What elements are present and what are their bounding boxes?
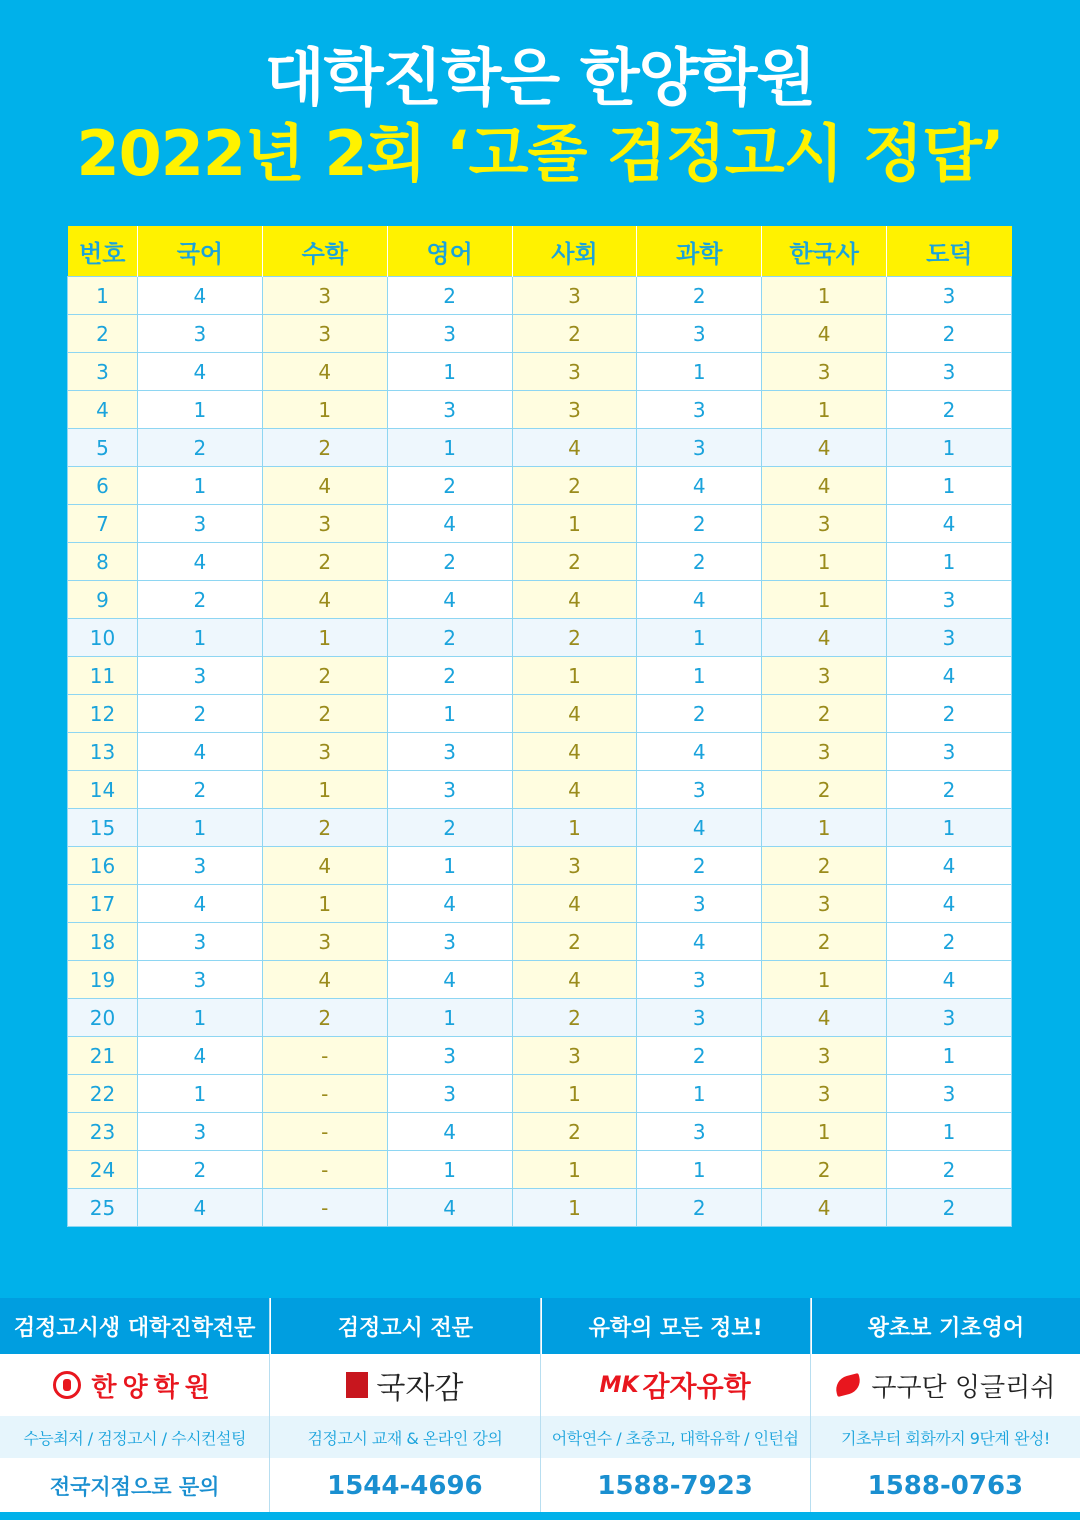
answer-cell: 2 [138, 1151, 263, 1189]
answer-cell: 3 [637, 315, 762, 353]
question-number: 10 [68, 619, 138, 657]
table-row [68, 429, 1012, 467]
answer-cell: 4 [138, 1189, 263, 1227]
table-row [68, 505, 1012, 543]
answer-cell: 2 [512, 543, 637, 581]
question-number: 12 [68, 695, 138, 733]
answer-cell: 2 [637, 543, 762, 581]
answer-cell: 2 [762, 1151, 887, 1189]
answer-cell: 3 [138, 505, 263, 543]
answer-cell: 2 [762, 847, 887, 885]
question-number: 23 [68, 1113, 138, 1151]
answer-cell: 2 [887, 1151, 1012, 1189]
table-row [68, 657, 1012, 695]
answer-cell: 1 [262, 391, 387, 429]
answer-cell: 3 [138, 923, 263, 961]
table-row [68, 353, 1012, 391]
answer-cell: 2 [512, 1113, 637, 1151]
answer-cell: 4 [262, 353, 387, 391]
answer-cell: 3 [512, 847, 637, 885]
answer-cell: 1 [138, 619, 263, 657]
answer-cell: 3 [138, 847, 263, 885]
answer-cell: 2 [262, 999, 387, 1037]
question-number: 24 [68, 1151, 138, 1189]
answer-cell: 1 [387, 695, 512, 733]
answer-cell: 1 [387, 353, 512, 391]
answer-cell: 4 [762, 429, 887, 467]
answer-cell: 2 [138, 581, 263, 619]
table-row [68, 771, 1012, 809]
question-number: 2 [68, 315, 138, 353]
answer-cell: 3 [262, 505, 387, 543]
answer-cell: 3 [512, 391, 637, 429]
table-row [68, 1113, 1012, 1151]
answer-cell: 3 [637, 885, 762, 923]
table-row [68, 1037, 1012, 1075]
answer-cell: 3 [262, 315, 387, 353]
bottom-bar [0, 1512, 1080, 1520]
table-row [68, 277, 1012, 315]
footer-description: 검정고시 교재 & 온라인 강의 [270, 1416, 539, 1458]
footer-col-gukjagam [269, 1298, 539, 1520]
answer-cell: 1 [762, 809, 887, 847]
answer-cell: 2 [262, 543, 387, 581]
answer-cell: 2 [637, 1189, 762, 1227]
question-number: 20 [68, 999, 138, 1037]
answer-cell: 3 [637, 961, 762, 999]
answer-cell: 4 [887, 961, 1012, 999]
answer-cell: 4 [762, 1189, 887, 1227]
answer-cell: 4 [138, 277, 263, 315]
answer-cell: 1 [387, 429, 512, 467]
answer-cell: 4 [637, 467, 762, 505]
table-row [68, 961, 1012, 999]
answer-cell: 2 [637, 505, 762, 543]
footer-contact: 전국지점으로 문의 [49, 1475, 220, 1499]
column-header: 사회 [512, 226, 637, 277]
mk-logo-mark: MK [599, 1372, 639, 1398]
answer-cell: 3 [887, 619, 1012, 657]
answer-cell: 1 [262, 885, 387, 923]
footer-description: 수능최저 / 검정고시 / 수시컨설팅 [0, 1416, 269, 1458]
footer-heading: 검정고시생 대학진학전문 [0, 1298, 269, 1354]
table-row [68, 809, 1012, 847]
logo-text: 구구단 잉글리쉬 [871, 1372, 1056, 1403]
answer-cell: 4 [512, 733, 637, 771]
answer-cell: 1 [762, 543, 887, 581]
answer-cell: 4 [512, 961, 637, 999]
answer-cell: 2 [887, 771, 1012, 809]
answer-cell: 2 [512, 315, 637, 353]
answer-cell: 3 [512, 1037, 637, 1075]
column-header: 영어 [387, 226, 512, 277]
answer-cell: 3 [762, 885, 887, 923]
question-number: 19 [68, 961, 138, 999]
answer-cell: 3 [887, 999, 1012, 1037]
answer-cell: 4 [762, 467, 887, 505]
answer-cell: 1 [512, 809, 637, 847]
footer-phone[interactable]: 1544-4696 [327, 1471, 483, 1501]
answer-cell: 3 [138, 1113, 263, 1151]
answer-cell: 2 [262, 809, 387, 847]
table-row [68, 315, 1012, 353]
answer-cell: 3 [762, 505, 887, 543]
answer-cell: 3 [387, 733, 512, 771]
answer-cell: 3 [762, 733, 887, 771]
answer-cell: 1 [887, 1113, 1012, 1151]
gugudan-logo[interactable] [811, 1354, 1080, 1416]
answer-cell: - [262, 1189, 387, 1227]
answer-table [67, 226, 1012, 1227]
column-header: 번호 [68, 226, 138, 277]
answer-cell: 2 [387, 657, 512, 695]
answer-cell: 1 [138, 1075, 263, 1113]
answer-cell: 4 [138, 733, 263, 771]
answer-cell: 3 [637, 771, 762, 809]
answer-cell: 2 [262, 695, 387, 733]
answer-cell: 3 [262, 733, 387, 771]
answer-cell: 3 [762, 1075, 887, 1113]
answer-cell: 2 [512, 999, 637, 1037]
answer-cell: 4 [512, 581, 637, 619]
answer-cell: 1 [512, 1075, 637, 1113]
answer-cell: 4 [387, 885, 512, 923]
question-number: 14 [68, 771, 138, 809]
answer-cell: 4 [512, 771, 637, 809]
hanyang-logo[interactable] [0, 1354, 269, 1416]
table-row [68, 885, 1012, 923]
answer-cell: 4 [637, 923, 762, 961]
column-header: 과학 [637, 226, 762, 277]
answer-cell: 2 [637, 847, 762, 885]
answer-cell: 2 [512, 619, 637, 657]
answer-cell: 3 [637, 999, 762, 1037]
answer-cell: 2 [387, 543, 512, 581]
answer-cell: 2 [637, 277, 762, 315]
answer-cell: 3 [138, 961, 263, 999]
table-row [68, 1151, 1012, 1189]
table-row [68, 1189, 1012, 1227]
footer-description: 어학연수 / 초중고, 대학유학 / 인턴쉽 [541, 1416, 810, 1458]
answer-cell: 1 [138, 467, 263, 505]
answer-cell: 4 [138, 543, 263, 581]
question-number: 15 [68, 809, 138, 847]
answer-cell: 2 [387, 467, 512, 505]
answer-cell: 3 [387, 923, 512, 961]
answer-cell: 2 [387, 809, 512, 847]
answer-cell: 2 [512, 923, 637, 961]
answer-cell: 1 [138, 809, 263, 847]
answer-cell: 2 [387, 619, 512, 657]
footer-phone[interactable]: 1588-0763 [867, 1471, 1024, 1501]
answer-cell: 3 [262, 277, 387, 315]
footer-col-gamja [540, 1298, 810, 1520]
answer-cell: 4 [512, 885, 637, 923]
answer-cell: 2 [138, 771, 263, 809]
question-number: 11 [68, 657, 138, 695]
column-header: 한국사 [762, 226, 887, 277]
answer-cell: 3 [637, 1113, 762, 1151]
answer-cell: 1 [637, 657, 762, 695]
answer-cell: 3 [762, 1037, 887, 1075]
footer [0, 1298, 1080, 1520]
footer-description: 기초부터 회화까지 9단계 완성! [811, 1416, 1080, 1458]
table-row [68, 923, 1012, 961]
answer-cell: - [262, 1151, 387, 1189]
answer-cell: 4 [262, 961, 387, 999]
logo-text: 한양학원 [91, 1372, 216, 1403]
footer-col-hanyang [0, 1298, 269, 1520]
bird-icon [833, 1373, 863, 1397]
answer-cell: 3 [887, 1075, 1012, 1113]
answer-cell: 1 [262, 771, 387, 809]
answer-cell: 2 [262, 657, 387, 695]
answer-cell: 3 [387, 771, 512, 809]
answer-cell: 2 [138, 429, 263, 467]
answer-cell: 3 [762, 657, 887, 695]
answer-cell: 1 [887, 809, 1012, 847]
table-row [68, 581, 1012, 619]
answer-cell: 2 [262, 429, 387, 467]
answer-cell: 2 [762, 771, 887, 809]
answer-cell: 2 [637, 1037, 762, 1075]
answer-cell: 3 [762, 353, 887, 391]
table-row [68, 619, 1012, 657]
question-number: 9 [68, 581, 138, 619]
answer-cell: 2 [887, 315, 1012, 353]
answer-cell: 2 [387, 277, 512, 315]
page-subtitle: 2022년 2회 ‘고졸 검정고시 정답’ [76, 117, 1004, 190]
table-row [68, 1075, 1012, 1113]
answer-cell: 3 [637, 391, 762, 429]
answer-cell: 4 [637, 733, 762, 771]
answer-cell: 1 [387, 999, 512, 1037]
answer-cell: - [262, 1037, 387, 1075]
question-number: 25 [68, 1189, 138, 1227]
answer-cell: 1 [887, 467, 1012, 505]
answer-cell: 4 [762, 999, 887, 1037]
answer-cell: 1 [512, 657, 637, 695]
answer-cell: 3 [512, 353, 637, 391]
page-title: 대학진학은 한양학원 [264, 41, 816, 114]
answer-cell: 1 [762, 277, 887, 315]
answer-cell: 4 [887, 657, 1012, 695]
answer-cell: - [262, 1075, 387, 1113]
answer-cell: 4 [637, 809, 762, 847]
table-row [68, 847, 1012, 885]
question-number: 13 [68, 733, 138, 771]
question-number: 16 [68, 847, 138, 885]
answer-cell: 3 [387, 315, 512, 353]
answer-cell: 4 [512, 695, 637, 733]
gukjagam-logo[interactable] [270, 1354, 539, 1416]
question-number: 22 [68, 1075, 138, 1113]
answer-cell: 2 [887, 695, 1012, 733]
answer-cell: 3 [887, 277, 1012, 315]
answer-cell: 1 [512, 1151, 637, 1189]
answer-cell: 4 [138, 1037, 263, 1075]
question-number: 21 [68, 1037, 138, 1075]
answer-cell: 3 [887, 353, 1012, 391]
answer-cell: 4 [637, 581, 762, 619]
question-number: 7 [68, 505, 138, 543]
answer-cell: 4 [887, 847, 1012, 885]
answer-cell: 3 [138, 657, 263, 695]
answer-cell: 1 [762, 581, 887, 619]
answer-cell: 1 [387, 1151, 512, 1189]
question-number: 8 [68, 543, 138, 581]
answer-cell: 2 [637, 695, 762, 733]
answer-cell: 4 [887, 885, 1012, 923]
question-number: 18 [68, 923, 138, 961]
answer-cell: 3 [887, 733, 1012, 771]
question-number: 3 [68, 353, 138, 391]
answer-cell: 4 [262, 847, 387, 885]
answer-cell: 1 [887, 429, 1012, 467]
answer-cell: 2 [887, 1189, 1012, 1227]
answer-cell: 3 [387, 391, 512, 429]
column-header: 도덕 [887, 226, 1012, 277]
table-header-row [68, 226, 1012, 277]
question-number: 17 [68, 885, 138, 923]
answer-cell: 2 [512, 467, 637, 505]
answer-cell: 4 [387, 1113, 512, 1151]
answer-cell: 2 [138, 695, 263, 733]
answer-cell: 4 [887, 505, 1012, 543]
answer-cell: 4 [387, 961, 512, 999]
footer-col-gugudan [810, 1298, 1080, 1520]
answer-cell: 1 [637, 1075, 762, 1113]
answer-cell: 3 [138, 315, 263, 353]
answer-cell: 3 [387, 1037, 512, 1075]
question-number: 1 [68, 277, 138, 315]
answer-cell: 1 [637, 353, 762, 391]
footer-heading: 왕초보 기초영어 [811, 1298, 1080, 1354]
answer-cell: 3 [887, 581, 1012, 619]
answer-cell: 4 [262, 467, 387, 505]
table-row [68, 733, 1012, 771]
answer-cell: 1 [387, 847, 512, 885]
answer-cell: 1 [262, 619, 387, 657]
page-header [0, 40, 1080, 192]
answer-cell: 4 [512, 429, 637, 467]
answer-cell: 4 [138, 353, 263, 391]
answer-cell: 1 [637, 1151, 762, 1189]
table-row [68, 695, 1012, 733]
answer-cell: 2 [762, 923, 887, 961]
footer-heading: 유학의 모든 정보! [541, 1298, 810, 1354]
answer-cell: 1 [138, 391, 263, 429]
answer-cell: 2 [887, 391, 1012, 429]
answer-cell: 1 [637, 619, 762, 657]
column-header: 수학 [262, 226, 387, 277]
logo-text: 감자유학 [642, 1370, 751, 1403]
table-row [68, 543, 1012, 581]
hanyang-emblem-icon [53, 1371, 81, 1399]
gamja-logo[interactable] [541, 1354, 810, 1416]
answer-cell: 1 [887, 1037, 1012, 1075]
question-number: 6 [68, 467, 138, 505]
answer-cell: 4 [762, 619, 887, 657]
footer-heading: 검정고시 전문 [270, 1298, 539, 1354]
answer-cell: 4 [387, 505, 512, 543]
column-header: 국어 [138, 226, 263, 277]
answer-cell: 4 [387, 1189, 512, 1227]
answer-cell: 2 [887, 923, 1012, 961]
answer-cell: 2 [762, 695, 887, 733]
answer-cell: 3 [637, 429, 762, 467]
answer-cell: 1 [512, 1189, 637, 1227]
answer-cell: 1 [887, 543, 1012, 581]
answer-cell: 1 [762, 961, 887, 999]
answer-cell: 1 [138, 999, 263, 1037]
answer-cell: 1 [512, 505, 637, 543]
answer-cell: 1 [762, 1113, 887, 1151]
answer-cell: 3 [262, 923, 387, 961]
answer-cell: - [262, 1113, 387, 1151]
answer-cell: 3 [387, 1075, 512, 1113]
answer-cell: 4 [138, 885, 263, 923]
book-seal-icon [346, 1372, 368, 1398]
table-row [68, 391, 1012, 429]
question-number: 4 [68, 391, 138, 429]
table-row [68, 999, 1012, 1037]
answer-cell: 3 [512, 277, 637, 315]
footer-phone[interactable]: 1588-7923 [597, 1471, 753, 1501]
logo-text: 국자감 [376, 1371, 464, 1406]
answer-cell: 4 [762, 315, 887, 353]
answer-cell: 1 [762, 391, 887, 429]
answer-cell: 4 [387, 581, 512, 619]
question-number: 5 [68, 429, 138, 467]
table-row [68, 467, 1012, 505]
answer-cell: 4 [262, 581, 387, 619]
